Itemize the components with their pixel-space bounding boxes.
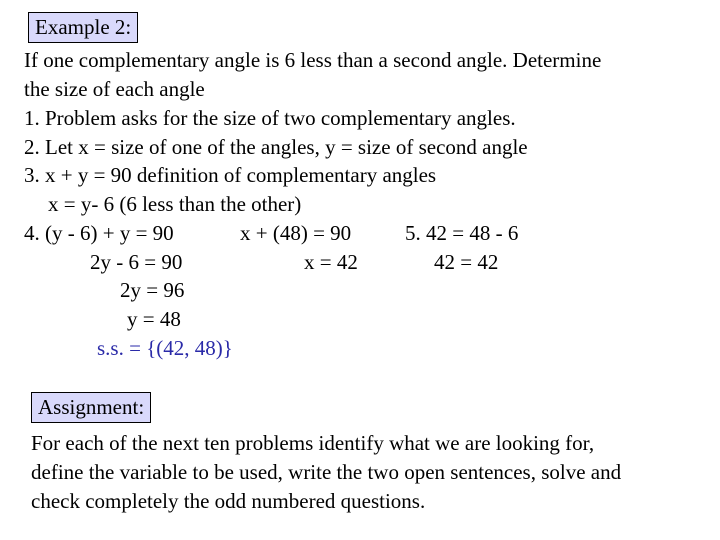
substitution-equation-2: x = 42	[304, 250, 358, 274]
step-3: 3. x + y = 90 definition of complementary angles	[24, 163, 437, 187]
substitution-equation-1: x + (48) = 90	[240, 221, 352, 245]
assignment-line-3: check completely the odd numbered questions.	[31, 489, 426, 513]
step-4-equation-3: 2y = 96	[120, 278, 185, 302]
assignment-label-box	[31, 392, 151, 423]
assignment-line-2: define the variable to be used, write the two open sentences, solve and	[31, 460, 622, 484]
step-5-equation-2: 42 = 42	[434, 250, 499, 274]
step-4-equation-4: y = 48	[127, 307, 181, 331]
step-3-second-equation: x = y- 6 (6 less than the other)	[48, 192, 302, 216]
problem-line-1: If one complementary angle is 6 less than a second angle. Determine	[24, 48, 602, 72]
example-label: Example 2:	[35, 15, 132, 39]
step-2: 2. Let x = size of one of the angles, y = size of second angle	[24, 135, 528, 159]
assignment-label: Assignment:	[38, 395, 145, 419]
step-5-equation-1: 5. 42 = 48 - 6	[405, 221, 519, 245]
assignment-line-1: For each of the next ten problems identify what we are looking for,	[31, 431, 595, 455]
solution-set: s.s. = {(42, 48)}	[97, 336, 233, 360]
problem-line-2: the size of each angle	[24, 77, 205, 101]
step-4-equation-1: 4. (y - 6) + y = 90	[24, 221, 174, 245]
example-label-box	[28, 12, 138, 43]
step-1: 1. Problem asks for the size of two complementary angles.	[24, 106, 516, 130]
step-4-equation-2: 2y - 6 = 90	[90, 250, 183, 274]
